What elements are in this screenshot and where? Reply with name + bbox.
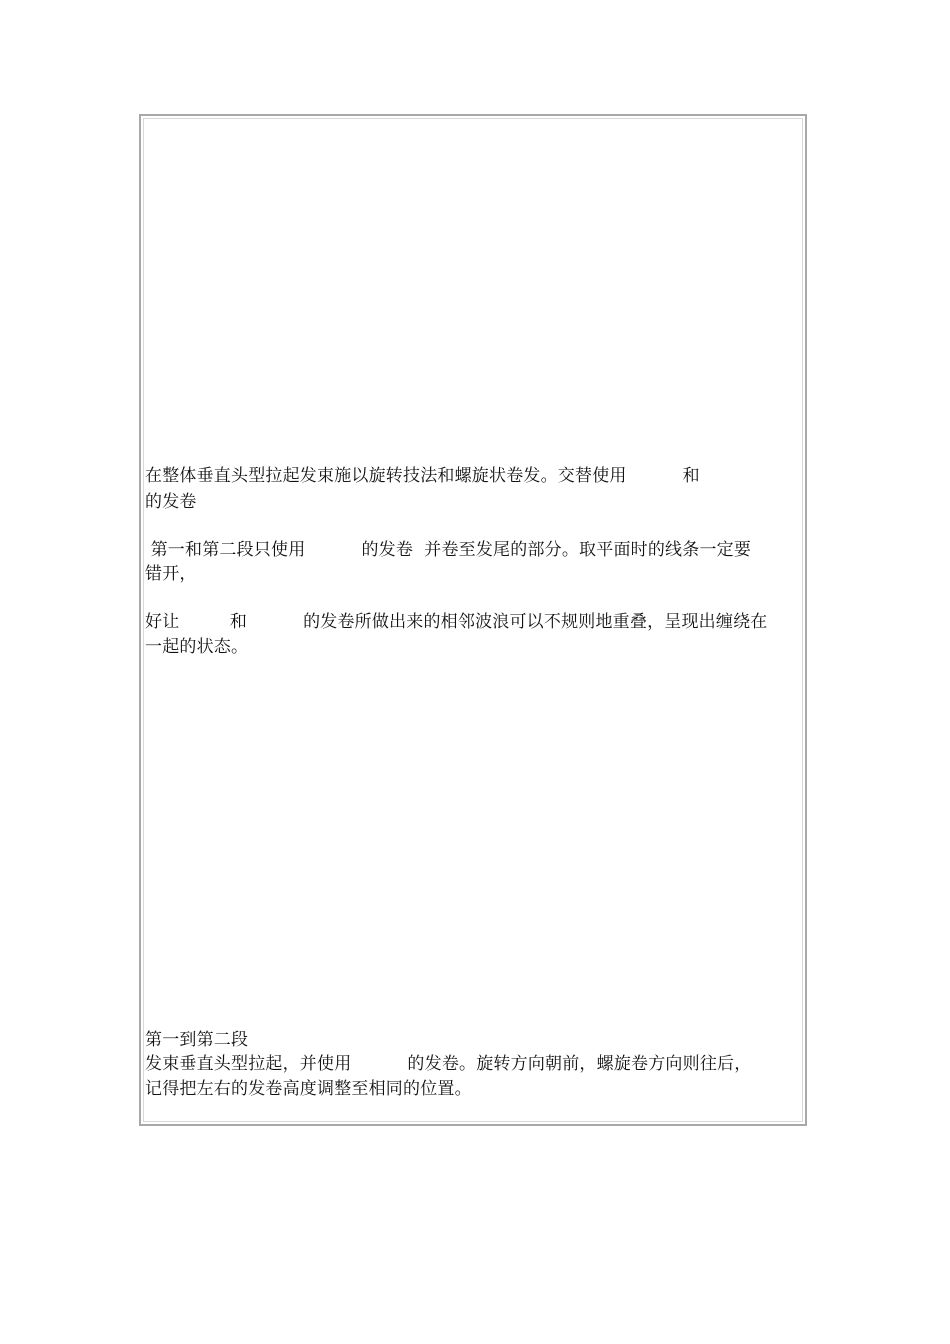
paragraph-3-line-2: 一起的状态。 <box>145 637 249 657</box>
paragraph-3-line-1: 好让 和 的发卷所做出来的相邻波浪可以不规则地重叠，呈现出缠绕在 <box>145 612 768 632</box>
paragraph-4-line-2: 记得把左右的发卷高度调整至相同的位置。 <box>145 1079 472 1099</box>
paragraph-1-line-1: 在整体垂直头型拉起发束施以旋转技法和螺旋状卷发。交替使用 和 <box>145 466 700 486</box>
paragraph-1-line-2: 的发卷 <box>145 492 197 512</box>
paragraph-4-line-1: 发束垂直头型拉起，并使用 的发卷。旋转方向朝前，螺旋卷方向则往后， <box>145 1054 752 1074</box>
paragraph-2-line-1: 第一和第二段只使用 的发卷 并卷至发尾的部分。取平面时的线条一定要 <box>145 540 752 560</box>
paragraph-2-line-2: 错开， <box>145 564 197 584</box>
section-heading: 第一到第二段 <box>145 1030 249 1050</box>
